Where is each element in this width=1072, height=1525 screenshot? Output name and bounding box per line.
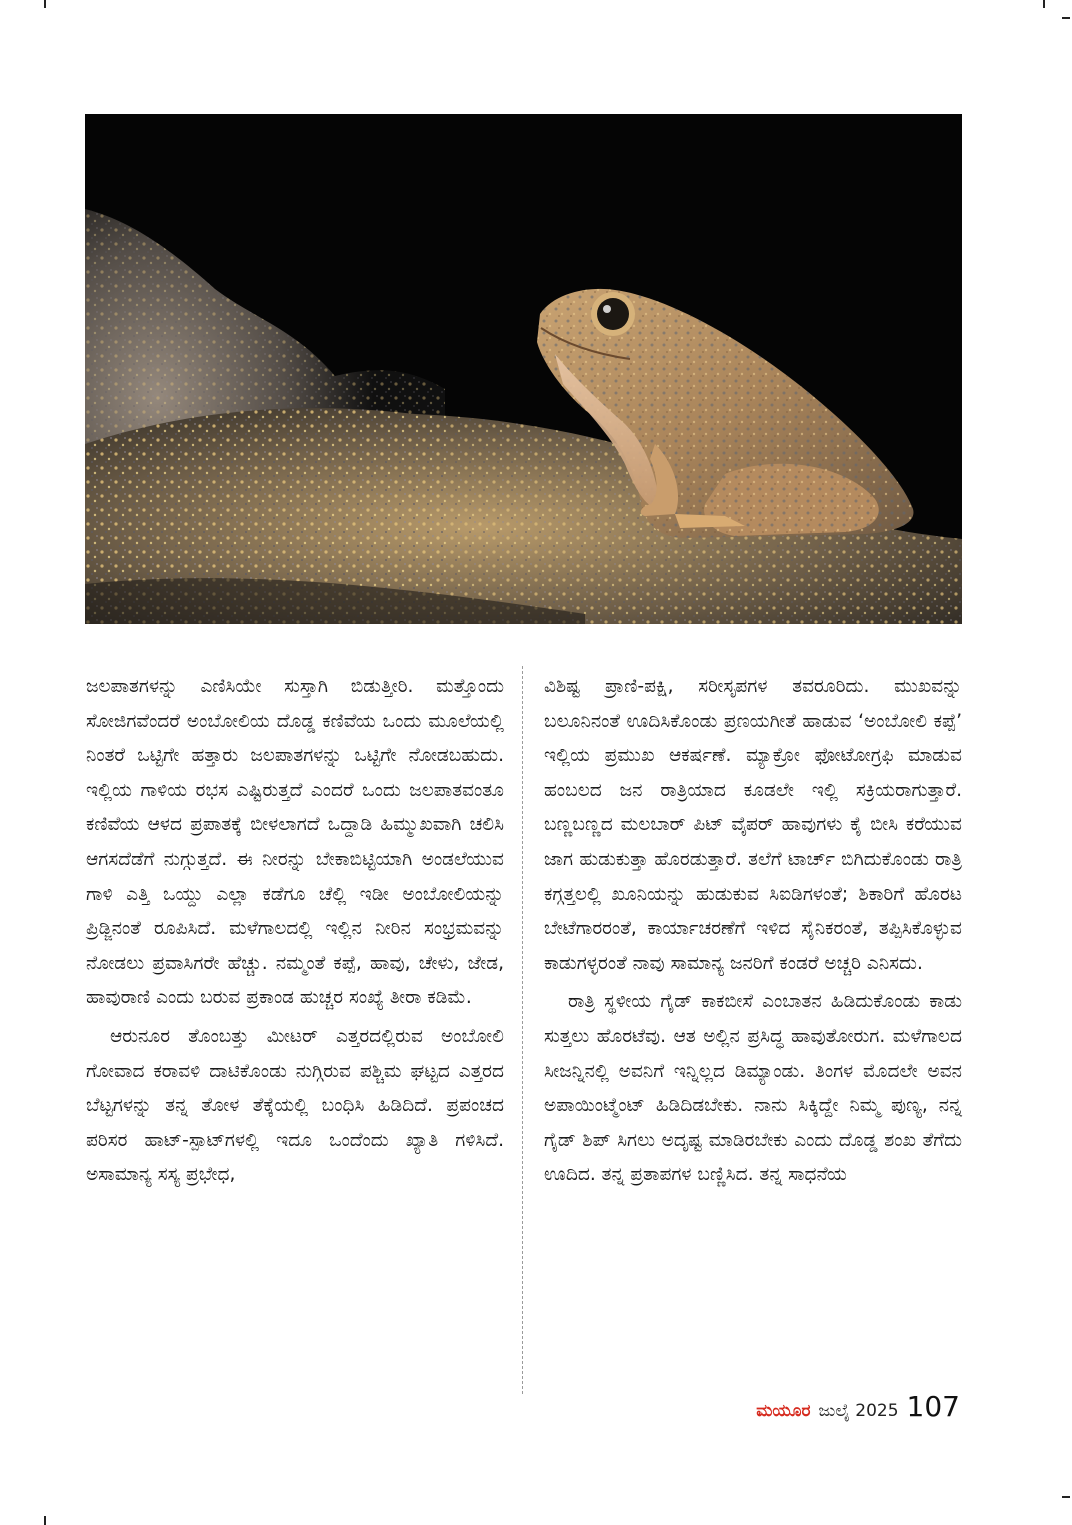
frog-photo [85,114,962,624]
article-column-right [544,670,962,1193]
paragraph: ಆರುನೂರ ತೊಂಬತ್ತು ಮೀಟರ್ ಎತ್ತರದಲ್ಲಿರುವ ಅಂಬೋಲಿ ಗೋವಾದ ಕರಾವಳಿ ದಾಟಿಕೊಂಡು ನುಗ್ಗಿರುವ ಪಶ್ಚಿಮ ಘಟ್ಟದ ಎತ್ತರದ ಬೆಟ್ಟಗಳನ್ನು ತನ್ನ ತೋಳ ತೆಕ್ಕೆಯಲ್ಲಿ ಬಂಧಿಸಿ ಹಿಡಿದಿದೆ. ಪ್ರಪಂಚದ ಪರಿಸರ ಹಾಟ್-ಸ್ಪಾಟ್‌ಗಳಲ್ಲಿ ಇದೂ ಒಂದೆಂದು ಖ್ಯಾತಿ ಗಳಿಸಿದೆ. ಅಸಾಮಾನ್ಯ ಸಸ್ಯ ಪ್ರಭೇಧ, [86,1025,504,1186]
crop-mark-right-lower [1062,1496,1070,1498]
paragraph: ವಿಶಿಷ್ಟ ಪ್ರಾಣಿ-ಪಕ್ಷಿ, ಸರೀಸೃಪಗಳ ತವರೂರಿದು. ಮುಖವನ್ನು ಬಲೂನಿನಂತೆ ಊದಿಸಿಕೊಂಡು ಪ್ರಣಯಗೀತೆ ಹಾಡುವ ‘ಅಂಬೋಲಿ ಕಪ್ಪೆ’ ಇಲ್ಲಿಯ ಪ್ರಮುಖ ಆಕರ್ಷಣೆ. ಮ್ಯಾಕ್ರೋ ಫೋಟೋಗ್ರಫಿ ಮಾಡುವ ಹಂಬಲದ ಜನ ರಾತ್ರಿಯಾದ ಕೂಡಲೇ ಇಲ್ಲಿ ಸಕ್ರಿಯರಾಗುತ್ತಾರೆ. ಬಣ್ಣಬಣ್ಣದ ಮಲಬಾರ್ ಪಿಟ್ ವೈಪರ್ ಹಾವುಗಳು ಕೈ ಬೀಸಿ ಕರೆಯುವ ಜಾಗ ಹುಡುಕುತ್ತಾ ಹೊರಡುತ್ತಾರೆ. ತಲೆಗೆ ಟಾರ್ಚ್ ಬಿಗಿದುಕೊಂಡು ರಾತ್ರಿ ಕಗ್ಗತ್ತಲಲ್ಲಿ ಖೂನಿಯನ್ನು ಹುಡುಕುವ ಸಿಐಡಿಗಳಂತೆ; ಶಿಕಾರಿಗೆ ಹೊರಟ ಬೇಟೆಗಾರರಂತೆ, ಕಾರ್ಯಾಚರಣೆಗೆ ಇಳಿದ ಸೈನಿಕರಂತೆ, ತಪ್ಪಿಸಿಕೊಳ್ಳುವ ಕಾಡುಗಳ್ಳರಂತೆ ನಾವು ಸಾಮಾನ್ಯ ಜನರಿಗೆ ಕಂಡರೆ ಅಚ್ಚರಿ ಎನಿಸದು. [544,676,962,974]
paragraph: ರಾತ್ರಿ ಸ್ಥಳೀಯ ಗೈಡ್ ಕಾಕಬೀಸೆ ಎಂಬಾತನ ಹಿಡಿದುಕೊಂಡು ಕಾಡು ಸುತ್ತಲು ಹೊರಟೆವು. ಆತ ಅಲ್ಲಿನ ಪ್ರಸಿದ್ಧ ಹಾವುತೋರುಗ. ಮಳೆಗಾಲದ ಸೀಜನ್ನಿನಲ್ಲಿ ಅವನಿಗೆ ಇನ್ನಿಲ್ಲದ ಡಿಮ್ಯಾಂಡು. ತಿಂಗಳ ಮೊದಲೇ ಅವನ ಅಪಾಯಿಂಟ್ಮೆಂಟ್ ಹಿಡಿದಿಡಬೇಕು. ನಾನು ಸಿಕ್ಕಿದ್ದೇ ನಿಮ್ಮ ಪುಣ್ಯ, ನನ್ನ ಗೈಡ್ ಶಿಪ್ ಸಿಗಲು ಅದೃಷ್ಟ ಮಾಡಿರಬೇಕು ಎಂದು ದೊಡ್ಡ ಶಂಖ ತೆಗೆದು ಊದಿದ. ತನ್ನ ಪ್ರತಾಪಗಳ ಬಣ್ಣಿಸಿದ. ತನ್ನ ಸಾಧನೆಯ [544,991,962,1186]
column-divider [522,666,523,1394]
crop-mark-top-right [1043,0,1045,8]
issue-date: ಜುಲೈ 2025 [818,1401,899,1421]
crop-mark-right-upper [1062,17,1070,19]
paragraph: ಜಲಪಾತಗಳನ್ನು ಎಣಿಸಿಯೇ ಸುಸ್ತಾಗಿ ಬಿಡುತ್ತೀರಿ. ಮತ್ತೊಂದು ಸೋಜಿಗವೆಂದರೆ ಅಂಬೋಲಿಯ ದೊಡ್ಡ ಕಣಿವೆಯ ಒಂದು ಮೂಲೆಯಲ್ಲಿ ನಿಂತರೆ ಒಟ್ಟಿಗೇ ಹತ್ತಾರು ಜಲಪಾತಗಳನ್ನು ಒಟ್ಟಿಗೇ ನೋಡಬಹುದು. ಇಲ್ಲಿಯ ಗಾಳಿಯ ರಭಸ ಎಷ್ಟಿರುತ್ತದೆ ಎಂದರೆ ಒಂದು ಜಲಪಾತವಂತೂ ಕಣಿವೆಯ ಆಳದ ಪ್ರಪಾತಕ್ಕೆ ಬೀಳಲಾಗದೆ ಒದ್ದಾಡಿ ಹಿಮ್ಮುಖವಾಗಿ ಚಲಿಸಿ ಆಗಸದೆಡೆಗೆ ನುಗ್ಗುತ್ತದೆ. ಈ ನೀರನ್ನು ಬೇಕಾಬಿಟ್ಟಿಯಾಗಿ ಅಂಡಲೆಯುವ ಗಾಳಿ ಎತ್ತಿ ಒಯ್ದು ಎಲ್ಲಾ ಕಡೆಗೂ ಚೆಲ್ಲಿ ಇಡೀ ಅಂಬೋಲಿಯನ್ನು ಪ್ರಿಡ್ಜಿನಂತೆ ರೂಪಿಸಿದೆ. ಮಳೆಗಾಲದಲ್ಲಿ ಇಲ್ಲಿನ ನೀರಿನ ಸಂಭ್ರಮವನ್ನು ನೋಡಲು ಪ್ರವಾಸಿಗರೇ ಹೆಚ್ಚು. ನಮ್ಮಂತೆ ಕಪ್ಪೆ, ಹಾವು, ಚೇಳು, ಜೇಡ, ಹಾವುರಾಣಿ ಎಂದು ಬರುವ ಪ್ರಕಾಂಡ ಹುಚ್ಚರ ಸಂಖ್ಯೆ ತೀರಾ ಕಡಿಮೆ. [86,676,504,1009]
article-column-left [86,670,504,1193]
magazine-name: ಮಯೂರ [756,1401,811,1421]
frog-illustration [85,114,962,624]
crop-mark-top-left [44,0,46,8]
crop-mark-bottom-left [44,1516,46,1525]
page-footer [756,1390,960,1423]
page-number: 107 [906,1390,960,1423]
